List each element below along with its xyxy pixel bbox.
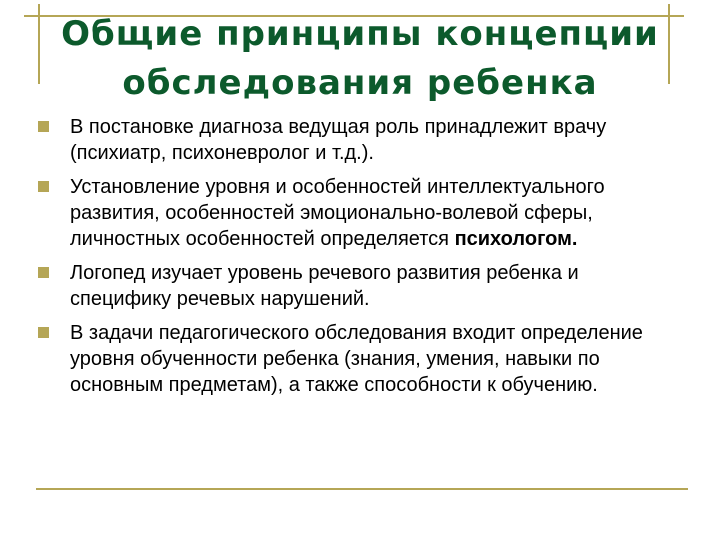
bullet-item — [38, 114, 678, 166]
bullet-item — [38, 320, 678, 398]
bullet-square-icon — [38, 121, 49, 132]
bullet-item — [38, 260, 678, 312]
bullet-text: В постановке диагноза ведущая роль принадлежит врачу (психиатр, психоневролог и т.д.). — [70, 116, 607, 164]
bullet-square-icon — [38, 181, 49, 192]
bullet-bold-text: психологом. — [454, 228, 578, 250]
bullet-text: Логопед изучает уровень речевого развития ребенка и специфику речевых нарушений. — [70, 262, 579, 310]
bullet-square-icon — [38, 267, 49, 278]
bullet-text: Установление уровня и особенностей интеллектуального развития, особенностей эмоционально-волевой сферы, личностных особенностей определяется — [70, 176, 605, 250]
bullet-list — [38, 114, 678, 406]
bullet-item — [38, 174, 678, 252]
frame-line-bottom — [36, 488, 688, 490]
bullet-text: В задачи педагогического обследования входит определение уровня обученности ребенка (знания, умения, навыки по основным предметам), а также способности к обучению. — [70, 322, 643, 396]
slide-title: Общие принципы концепции обследования ребенка — [61, 14, 659, 103]
bullet-square-icon — [38, 327, 49, 338]
